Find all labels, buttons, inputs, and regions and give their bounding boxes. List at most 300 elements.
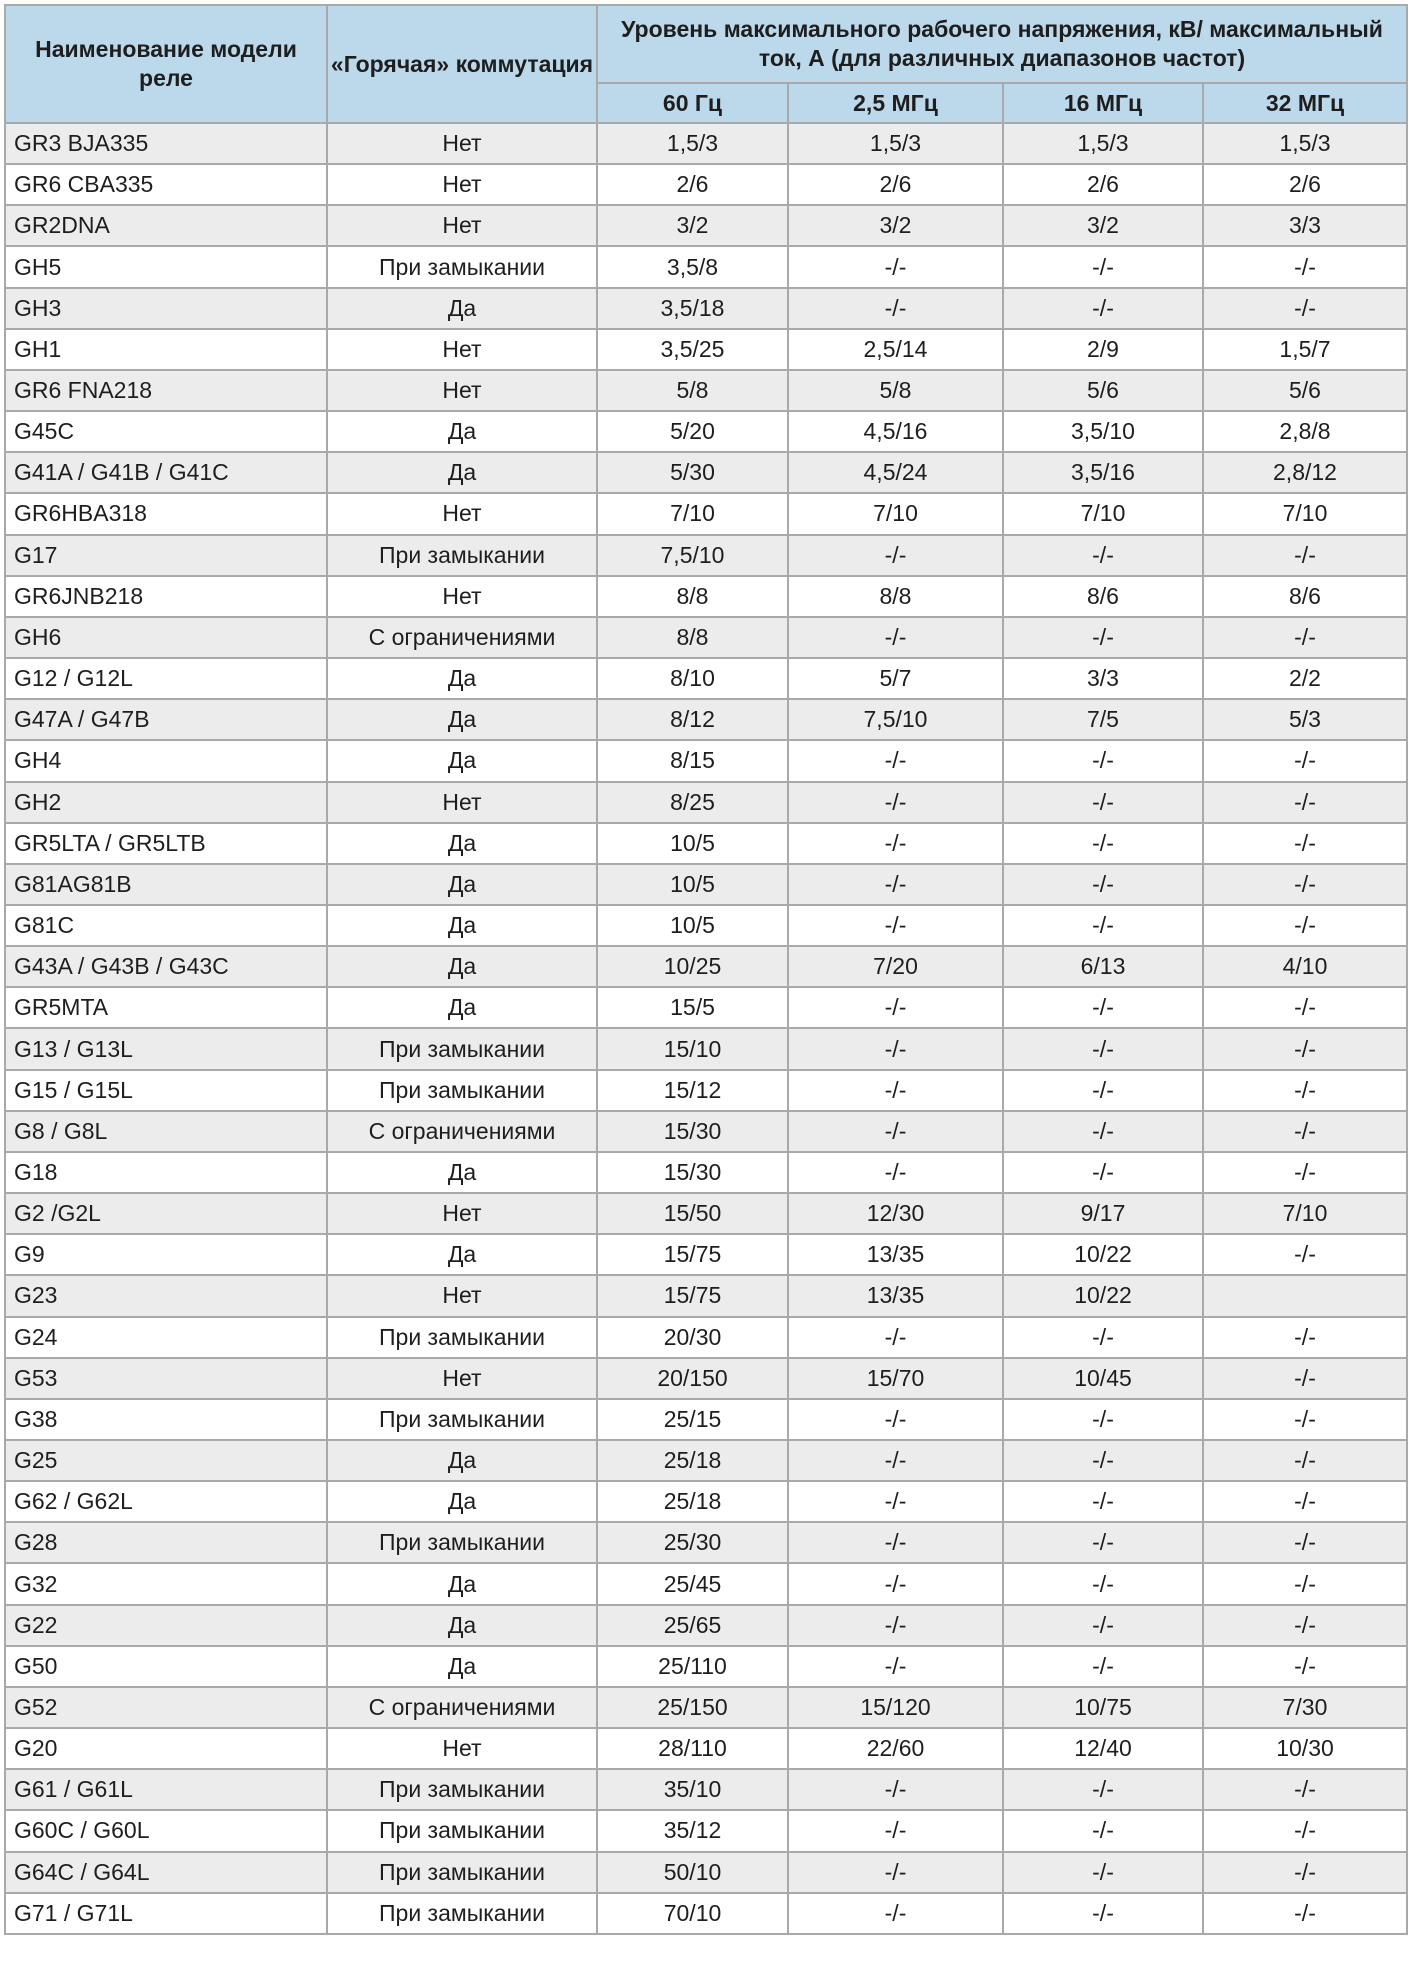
cell-2-5mhz: -/- [788, 823, 1003, 864]
cell-32mhz: 2/2 [1203, 658, 1407, 699]
cell-2-5mhz: 1,5/3 [788, 123, 1003, 164]
cell-60hz: 15/5 [597, 987, 788, 1028]
cell-2-5mhz: -/- [788, 1522, 1003, 1563]
cell-hot-switching: При замыкании [327, 1810, 597, 1851]
cell-32mhz: 1,5/7 [1203, 329, 1407, 370]
cell-model: G20 [5, 1728, 327, 1769]
cell-16mhz: 3,5/16 [1003, 452, 1203, 493]
cell-60hz: 10/25 [597, 946, 788, 987]
cell-2-5mhz: 2,5/14 [788, 329, 1003, 370]
cell-16mhz: 5/6 [1003, 370, 1203, 411]
cell-2-5mhz: 4,5/16 [788, 411, 1003, 452]
cell-32mhz: -/- [1203, 1605, 1407, 1646]
cell-32mhz: -/- [1203, 1522, 1407, 1563]
table-body [5, 123, 1407, 1934]
cell-2-5mhz: -/- [788, 246, 1003, 287]
cell-hot-switching: Да [327, 740, 597, 781]
cell-32mhz: 4/10 [1203, 946, 1407, 987]
cell-2-5mhz: -/- [788, 1070, 1003, 1111]
cell-2-5mhz: -/- [788, 1810, 1003, 1851]
table-row [5, 205, 1407, 246]
cell-32mhz: 2/6 [1203, 164, 1407, 205]
cell-model: G2 /G2L [5, 1193, 327, 1234]
cell-32mhz: -/- [1203, 1399, 1407, 1440]
cell-32mhz: -/- [1203, 1646, 1407, 1687]
cell-32mhz: 10/30 [1203, 1728, 1407, 1769]
table-row [5, 1893, 1407, 1934]
cell-16mhz: 3/2 [1003, 205, 1203, 246]
cell-2-5mhz: -/- [788, 1646, 1003, 1687]
cell-2-5mhz: -/- [788, 1605, 1003, 1646]
cell-60hz: 15/30 [597, 1111, 788, 1152]
cell-60hz: 8/15 [597, 740, 788, 781]
cell-16mhz: -/- [1003, 782, 1203, 823]
cell-16mhz: -/- [1003, 1481, 1203, 1522]
cell-model: G24 [5, 1317, 327, 1358]
cell-model: G53 [5, 1358, 327, 1399]
cell-32mhz [1203, 1275, 1407, 1316]
table-row [5, 946, 1407, 987]
cell-hot-switching: Да [327, 452, 597, 493]
cell-32mhz: -/- [1203, 1152, 1407, 1193]
cell-hot-switching: Да [327, 1234, 597, 1275]
cell-32mhz: -/- [1203, 782, 1407, 823]
cell-60hz: 7/10 [597, 493, 788, 534]
cell-16mhz: 12/40 [1003, 1728, 1203, 1769]
cell-2-5mhz: 2/6 [788, 164, 1003, 205]
table-row [5, 864, 1407, 905]
table-row [5, 1399, 1407, 1440]
table-row [5, 1769, 1407, 1810]
cell-hot-switching: При замыкании [327, 1317, 597, 1358]
cell-16mhz: -/- [1003, 1317, 1203, 1358]
cell-model: GH6 [5, 617, 327, 658]
cell-hot-switching: Да [327, 1481, 597, 1522]
table-row [5, 1070, 1407, 1111]
table-row [5, 1111, 1407, 1152]
cell-model: G28 [5, 1522, 327, 1563]
cell-model: G81C [5, 905, 327, 946]
cell-hot-switching: Да [327, 1440, 597, 1481]
cell-hot-switching: Да [327, 823, 597, 864]
cell-60hz: 3/2 [597, 205, 788, 246]
cell-32mhz: -/- [1203, 823, 1407, 864]
cell-model: GR6HBA318 [5, 493, 327, 534]
table-row [5, 1522, 1407, 1563]
table-row [5, 288, 1407, 329]
cell-model: G23 [5, 1275, 327, 1316]
cell-model: G52 [5, 1687, 327, 1728]
cell-60hz: 25/30 [597, 1522, 788, 1563]
cell-model: GH1 [5, 329, 327, 370]
cell-32mhz: -/- [1203, 740, 1407, 781]
cell-32mhz: -/- [1203, 1358, 1407, 1399]
cell-2-5mhz: -/- [788, 1152, 1003, 1193]
cell-model: G15 / G15L [5, 1070, 327, 1111]
cell-hot-switching: Нет [327, 1275, 597, 1316]
cell-16mhz: -/- [1003, 1563, 1203, 1604]
cell-model: GH5 [5, 246, 327, 287]
cell-60hz: 8/8 [597, 617, 788, 658]
cell-60hz: 3,5/25 [597, 329, 788, 370]
table-row [5, 1028, 1407, 1069]
cell-model: G38 [5, 1399, 327, 1440]
cell-2-5mhz: -/- [788, 1893, 1003, 1934]
header-freq-60hz: 60 Гц [597, 83, 788, 123]
cell-32mhz: -/- [1203, 1481, 1407, 1522]
cell-16mhz: -/- [1003, 1152, 1203, 1193]
cell-hot-switching: Нет [327, 1358, 597, 1399]
cell-16mhz: -/- [1003, 1893, 1203, 1934]
cell-60hz: 50/10 [597, 1852, 788, 1893]
cell-32mhz: -/- [1203, 617, 1407, 658]
cell-60hz: 25/18 [597, 1481, 788, 1522]
cell-32mhz: -/- [1203, 535, 1407, 576]
cell-16mhz: 6/13 [1003, 946, 1203, 987]
cell-32mhz: -/- [1203, 1234, 1407, 1275]
table-row [5, 699, 1407, 740]
cell-hot-switching: При замыкании [327, 246, 597, 287]
cell-hot-switching: При замыкании [327, 1893, 597, 1934]
cell-hot-switching: Да [327, 864, 597, 905]
cell-2-5mhz: -/- [788, 1563, 1003, 1604]
cell-2-5mhz: -/- [788, 1852, 1003, 1893]
cell-hot-switching: Да [327, 411, 597, 452]
cell-60hz: 5/20 [597, 411, 788, 452]
cell-2-5mhz: 7/10 [788, 493, 1003, 534]
cell-2-5mhz: 5/8 [788, 370, 1003, 411]
cell-60hz: 10/5 [597, 905, 788, 946]
cell-16mhz: -/- [1003, 1070, 1203, 1111]
cell-16mhz: -/- [1003, 1111, 1203, 1152]
header-hot-switching: «Горячая» коммутация [327, 5, 597, 123]
cell-32mhz: -/- [1203, 1111, 1407, 1152]
cell-hot-switching: Нет [327, 123, 597, 164]
cell-16mhz: -/- [1003, 1852, 1203, 1893]
table-row [5, 658, 1407, 699]
cell-model: GR6 CBA335 [5, 164, 327, 205]
cell-hot-switching: Нет [327, 1193, 597, 1234]
cell-hot-switching: С ограничениями [327, 1111, 597, 1152]
cell-16mhz: 3/3 [1003, 658, 1203, 699]
cell-model: G9 [5, 1234, 327, 1275]
cell-hot-switching: Да [327, 1646, 597, 1687]
cell-hot-switching: Нет [327, 493, 597, 534]
cell-model: G41A / G41B / G41C [5, 452, 327, 493]
cell-hot-switching: При замыкании [327, 1028, 597, 1069]
cell-2-5mhz: -/- [788, 1769, 1003, 1810]
cell-16mhz: -/- [1003, 740, 1203, 781]
cell-16mhz: -/- [1003, 1646, 1203, 1687]
cell-16mhz: -/- [1003, 617, 1203, 658]
cell-hot-switching: Нет [327, 329, 597, 370]
cell-60hz: 8/10 [597, 658, 788, 699]
cell-60hz: 3,5/18 [597, 288, 788, 329]
header-freq-2-5mhz: 2,5 МГц [788, 83, 1003, 123]
table-row [5, 493, 1407, 534]
cell-hot-switching: С ограничениями [327, 1687, 597, 1728]
cell-60hz: 28/110 [597, 1728, 788, 1769]
cell-16mhz: 8/6 [1003, 576, 1203, 617]
table-row [5, 123, 1407, 164]
cell-60hz: 25/45 [597, 1563, 788, 1604]
table-row [5, 1317, 1407, 1358]
cell-16mhz: 7/5 [1003, 699, 1203, 740]
cell-32mhz: -/- [1203, 905, 1407, 946]
cell-2-5mhz: 12/30 [788, 1193, 1003, 1234]
cell-32mhz: 2,8/8 [1203, 411, 1407, 452]
cell-hot-switching: Да [327, 658, 597, 699]
cell-hot-switching: Да [327, 987, 597, 1028]
cell-2-5mhz: 3/2 [788, 205, 1003, 246]
table-row [5, 1440, 1407, 1481]
cell-32mhz: 5/3 [1203, 699, 1407, 740]
cell-32mhz: 7/10 [1203, 1193, 1407, 1234]
cell-16mhz: -/- [1003, 288, 1203, 329]
table-row [5, 411, 1407, 452]
cell-60hz: 2/6 [597, 164, 788, 205]
cell-16mhz: 2/6 [1003, 164, 1203, 205]
cell-model: G8 / G8L [5, 1111, 327, 1152]
cell-16mhz: -/- [1003, 823, 1203, 864]
cell-2-5mhz: -/- [788, 1440, 1003, 1481]
cell-hot-switching: Да [327, 1563, 597, 1604]
cell-16mhz: -/- [1003, 1028, 1203, 1069]
cell-model: GH3 [5, 288, 327, 329]
cell-model: G12 / G12L [5, 658, 327, 699]
cell-32mhz: 3/3 [1203, 205, 1407, 246]
cell-hot-switching: При замыкании [327, 1852, 597, 1893]
cell-16mhz: -/- [1003, 535, 1203, 576]
header-row-top [5, 5, 1407, 83]
cell-model: GH4 [5, 740, 327, 781]
cell-32mhz: 1,5/3 [1203, 123, 1407, 164]
cell-32mhz: -/- [1203, 246, 1407, 287]
cell-60hz: 25/15 [597, 1399, 788, 1440]
cell-2-5mhz: 4,5/24 [788, 452, 1003, 493]
cell-hot-switching: Да [327, 905, 597, 946]
cell-hot-switching: Нет [327, 164, 597, 205]
cell-16mhz: -/- [1003, 246, 1203, 287]
cell-60hz: 25/150 [597, 1687, 788, 1728]
table-row [5, 617, 1407, 658]
header-model: Наименование модели реле [5, 5, 327, 123]
cell-60hz: 15/75 [597, 1234, 788, 1275]
table-row [5, 1687, 1407, 1728]
cell-model: GR5LTA / GR5LTB [5, 823, 327, 864]
cell-2-5mhz: 13/35 [788, 1275, 1003, 1316]
cell-model: GR6JNB218 [5, 576, 327, 617]
cell-hot-switching: Нет [327, 576, 597, 617]
table-row [5, 1358, 1407, 1399]
cell-model: G64C / G64L [5, 1852, 327, 1893]
cell-16mhz: -/- [1003, 1399, 1203, 1440]
cell-60hz: 15/75 [597, 1275, 788, 1316]
cell-2-5mhz: 5/7 [788, 658, 1003, 699]
cell-16mhz: -/- [1003, 1522, 1203, 1563]
table-row [5, 535, 1407, 576]
cell-32mhz: -/- [1203, 1893, 1407, 1934]
cell-2-5mhz: -/- [788, 740, 1003, 781]
cell-2-5mhz: -/- [788, 1111, 1003, 1152]
cell-60hz: 15/30 [597, 1152, 788, 1193]
cell-60hz: 15/12 [597, 1070, 788, 1111]
cell-60hz: 7,5/10 [597, 535, 788, 576]
header-voltage-current-group: Уровень максимального рабочего напряжения, кВ/ максимальный ток, А (для различных диапазонов частот) [597, 5, 1407, 83]
cell-2-5mhz: -/- [788, 617, 1003, 658]
table-row [5, 329, 1407, 370]
cell-model: GR2DNA [5, 205, 327, 246]
cell-16mhz: 2/9 [1003, 329, 1203, 370]
cell-2-5mhz: -/- [788, 288, 1003, 329]
cell-60hz: 10/5 [597, 823, 788, 864]
cell-model: GH2 [5, 782, 327, 823]
table-row [5, 1605, 1407, 1646]
table-row [5, 823, 1407, 864]
cell-32mhz: -/- [1203, 864, 1407, 905]
cell-16mhz: 10/75 [1003, 1687, 1203, 1728]
cell-16mhz: -/- [1003, 1810, 1203, 1851]
cell-model: G60C / G60L [5, 1810, 327, 1851]
table-row [5, 782, 1407, 823]
cell-model: G61 / G61L [5, 1769, 327, 1810]
cell-16mhz: 7/10 [1003, 493, 1203, 534]
cell-model: G81AG81B [5, 864, 327, 905]
cell-hot-switching: При замыкании [327, 535, 597, 576]
cell-hot-switching: Да [327, 699, 597, 740]
relay-spec-table [4, 4, 1408, 1935]
cell-2-5mhz: 7,5/10 [788, 699, 1003, 740]
cell-2-5mhz: 22/60 [788, 1728, 1003, 1769]
cell-16mhz: 10/22 [1003, 1275, 1203, 1316]
cell-2-5mhz: 7/20 [788, 946, 1003, 987]
cell-2-5mhz: 13/35 [788, 1234, 1003, 1275]
cell-32mhz: -/- [1203, 1317, 1407, 1358]
cell-32mhz: -/- [1203, 987, 1407, 1028]
cell-hot-switching: При замыкании [327, 1399, 597, 1440]
cell-32mhz: 7/10 [1203, 493, 1407, 534]
cell-32mhz: 8/6 [1203, 576, 1407, 617]
table-row [5, 452, 1407, 493]
cell-2-5mhz: -/- [788, 1028, 1003, 1069]
cell-model: G18 [5, 1152, 327, 1193]
cell-32mhz: -/- [1203, 1769, 1407, 1810]
cell-32mhz: 2,8/12 [1203, 452, 1407, 493]
cell-60hz: 5/30 [597, 452, 788, 493]
cell-2-5mhz: -/- [788, 987, 1003, 1028]
cell-model: G50 [5, 1646, 327, 1687]
cell-model: G47A / G47B [5, 699, 327, 740]
cell-2-5mhz: -/- [788, 782, 1003, 823]
table-row [5, 164, 1407, 205]
table-row [5, 576, 1407, 617]
table-row [5, 1152, 1407, 1193]
cell-hot-switching: Нет [327, 370, 597, 411]
cell-model: G22 [5, 1605, 327, 1646]
cell-60hz: 25/18 [597, 1440, 788, 1481]
cell-16mhz: -/- [1003, 864, 1203, 905]
cell-hot-switching: С ограничениями [327, 617, 597, 658]
cell-2-5mhz: -/- [788, 1481, 1003, 1522]
cell-60hz: 20/150 [597, 1358, 788, 1399]
cell-60hz: 15/50 [597, 1193, 788, 1234]
cell-16mhz: -/- [1003, 1605, 1203, 1646]
table-container [4, 4, 1406, 1935]
cell-model: G32 [5, 1563, 327, 1604]
cell-32mhz: -/- [1203, 288, 1407, 329]
cell-32mhz: -/- [1203, 1852, 1407, 1893]
table-row [5, 246, 1407, 287]
table-row [5, 905, 1407, 946]
table-row [5, 1810, 1407, 1851]
cell-16mhz: -/- [1003, 1440, 1203, 1481]
cell-60hz: 8/25 [597, 782, 788, 823]
cell-16mhz: 10/45 [1003, 1358, 1203, 1399]
cell-hot-switching: При замыкании [327, 1522, 597, 1563]
table-header [5, 5, 1407, 123]
table-row [5, 1563, 1407, 1604]
table-row [5, 1193, 1407, 1234]
cell-16mhz: 3,5/10 [1003, 411, 1203, 452]
table-row [5, 1852, 1407, 1893]
header-freq-16mhz: 16 МГц [1003, 83, 1203, 123]
cell-hot-switching: Нет [327, 205, 597, 246]
table-row [5, 1481, 1407, 1522]
table-row [5, 987, 1407, 1028]
cell-60hz: 10/5 [597, 864, 788, 905]
cell-model: G45C [5, 411, 327, 452]
cell-2-5mhz: -/- [788, 535, 1003, 576]
cell-60hz: 8/12 [597, 699, 788, 740]
table-row [5, 1728, 1407, 1769]
cell-model: G25 [5, 1440, 327, 1481]
cell-16mhz: -/- [1003, 1769, 1203, 1810]
table-row [5, 740, 1407, 781]
cell-32mhz: -/- [1203, 1070, 1407, 1111]
cell-model: GR3 BJA335 [5, 123, 327, 164]
cell-60hz: 8/8 [597, 576, 788, 617]
cell-model: G71 / G71L [5, 1893, 327, 1934]
table-row [5, 1646, 1407, 1687]
cell-2-5mhz: 15/120 [788, 1687, 1003, 1728]
cell-32mhz: -/- [1203, 1563, 1407, 1604]
cell-model: G43A / G43B / G43C [5, 946, 327, 987]
cell-model: G62 / G62L [5, 1481, 327, 1522]
cell-60hz: 25/110 [597, 1646, 788, 1687]
table-row [5, 1234, 1407, 1275]
cell-2-5mhz: -/- [788, 864, 1003, 905]
cell-hot-switching: Да [327, 1152, 597, 1193]
cell-2-5mhz: -/- [788, 905, 1003, 946]
cell-model: G13 / G13L [5, 1028, 327, 1069]
cell-model: G17 [5, 535, 327, 576]
cell-model: GR5MTA [5, 987, 327, 1028]
cell-model: GR6 FNA218 [5, 370, 327, 411]
cell-2-5mhz: 8/8 [788, 576, 1003, 617]
cell-16mhz: 1,5/3 [1003, 123, 1203, 164]
cell-32mhz: 7/30 [1203, 1687, 1407, 1728]
header-freq-32mhz: 32 МГц [1203, 83, 1407, 123]
cell-hot-switching: Да [327, 1605, 597, 1646]
cell-16mhz: -/- [1003, 905, 1203, 946]
cell-hot-switching: При замыкании [327, 1769, 597, 1810]
cell-60hz: 25/65 [597, 1605, 788, 1646]
cell-60hz: 1,5/3 [597, 123, 788, 164]
cell-32mhz: -/- [1203, 1810, 1407, 1851]
cell-60hz: 35/12 [597, 1810, 788, 1851]
cell-60hz: 3,5/8 [597, 246, 788, 287]
cell-hot-switching: Да [327, 946, 597, 987]
